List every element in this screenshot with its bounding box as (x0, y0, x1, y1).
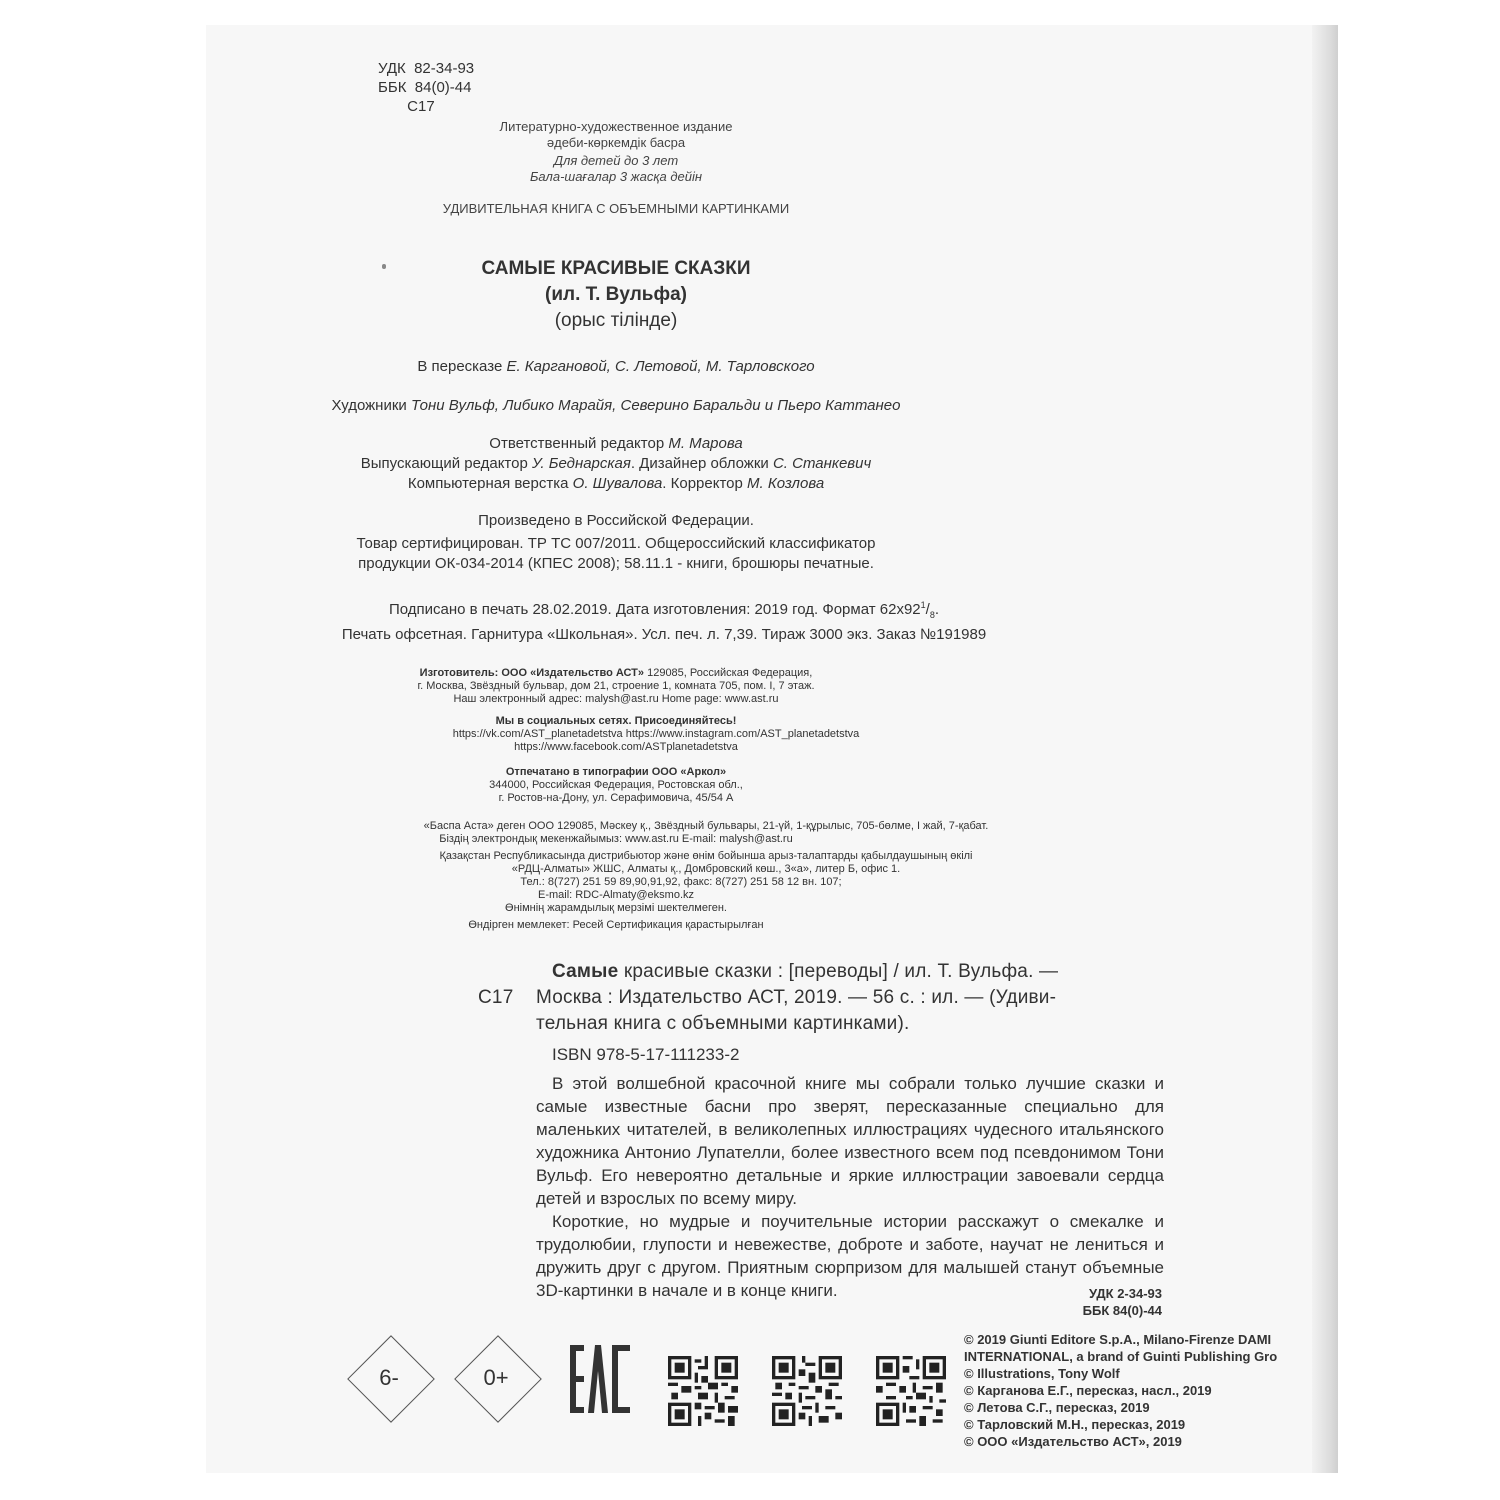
kazakh-line-4: «РДЦ-Алматы» ЖШС, Алматы қ., Домбровский көш., 3«а», литер Б, офис 1. (511, 863, 901, 875)
bbk-code: ББК 84(0)-44 (378, 79, 472, 96)
udk-top-block (378, 59, 474, 116)
qr-code-icon (668, 1356, 738, 1426)
certification-line-1: Товар сертифицирован. ТР ТС 007/2011. Общероссийский классификатор (356, 535, 876, 552)
layout-label: Компьютерная верстка (407, 475, 569, 492)
qr-code-icon (772, 1356, 842, 1426)
kazakh-line-2: Біздің электрондық мекенжайымыз: www.ast.ru E-mail: malysh@ast.ru (439, 833, 793, 845)
release-editor-line (206, 454, 1026, 474)
eac-mark-icon (568, 1343, 636, 1415)
retell-names: Е. Каргановой, С. Летовой, М. Тарловского (506, 358, 815, 375)
author-mark: С17 (378, 98, 435, 115)
editor-line (206, 434, 1026, 454)
page-edge-shadow (1312, 25, 1338, 1473)
qr-code-icon (876, 1356, 946, 1426)
annotation-p1: В этой волшебной красочной книге мы собрали только лучшие сказки и самые известные басни про зверят, пересказанные специально для маленьких читателей, в великолепных иллюстрациях чудесного итальянского художника Антонио Лупателли, более известного всем под псевдонимом Тони Вульф. Его невероятно детальные и яркие иллюстрации завоевали сердца детей и взрослых по всему миру. (536, 1074, 1164, 1208)
edition-type-ru: Литературно-художественное издание (499, 119, 733, 134)
signed-text: Подписано в печать 28.02.2019. Дата изготовления: 2019 год. Формат 62x92 (388, 601, 921, 618)
annotation-block (536, 1072, 1164, 1302)
maker-label: Изготовитель: ООО «Издательство АСТ» (419, 667, 645, 679)
kazakh-line-5: Тел.: 8(727) 251 59 89,90,91,92, факс: 8(727) 251 58 12 вн. 107; (520, 876, 842, 888)
udk-bottom-block (966, 1285, 1162, 1319)
printer-address-2: г. Ростов-на-Дону, ул. Серафимовича, 45/54 А (498, 792, 734, 804)
language-note: (орыс тілінде) (554, 310, 678, 331)
certification-line-2: продукции ОК-034-2014 (КПЕС 2008); 58.11.1 - книги, брошюры печатные. (358, 555, 874, 572)
udk-code: УДК 82-34-93 (378, 60, 475, 77)
book-title: САМЫЕ КРАСИВЫЕ СКАЗКИ (481, 258, 751, 279)
editors-block (206, 434, 1026, 494)
maker-line-1 (206, 667, 1026, 680)
format-sub: 8 (929, 610, 935, 620)
biblio-code: С17 (478, 987, 514, 1008)
title-block (206, 256, 1026, 334)
artists-line (206, 396, 1026, 416)
edition-type-block (206, 119, 1026, 185)
age-kz: Бала-шағалар 3 жасқа дейін (529, 169, 703, 184)
biblio-line-1 (536, 959, 1166, 985)
book-page (206, 25, 1338, 1473)
kazakh-block (206, 820, 1026, 932)
series-title: УДИВИТЕЛЬНАЯ КНИГА С ОБЪЕМНЫМИ КАРТИНКАМИ (442, 201, 790, 216)
editor-name: М. Марова (668, 435, 743, 452)
biblio-block (536, 959, 1166, 1037)
editor-label: Ответственный редактор (489, 435, 665, 452)
biblio-line-1-rest: красивые сказки : [переводы] / ил. Т. Вульфа. — (618, 961, 1059, 982)
social-links-1: https://vk.com/AST_planetadetstva https://www.instagram.com/AST_planetadetstva (452, 728, 860, 740)
copyright-line: © Летова С.Г., пересказ, 2019 (964, 1400, 1150, 1415)
certification-block (206, 534, 1026, 574)
age-rating-6: 6- (379, 1365, 399, 1390)
printer-address-1: 344000, Российская Федерация, Ростовская обл., (489, 779, 743, 791)
kazakh-line-6: E-mail: RDC-Almaty@eksmo.kz (537, 889, 694, 901)
cover-designer-label: . Дизайнер обложки (630, 455, 769, 472)
age-rating-0: 0+ (483, 1365, 509, 1390)
social-links-2: https://www.facebook.com/ASTplanetadetstva (514, 741, 738, 753)
artists-names: Тони Вульф, Либико Марайя, Северино Баральди и Пьеро Каттанео (410, 397, 901, 414)
proofreader-label: . Корректор (662, 475, 743, 492)
print-line: Печать офсетная. Гарнитура «Школьная». Усл. печ. л. 7,39. Тираж 3000 экз. Заказ №191989 (341, 626, 987, 643)
annotation-p2: Короткие, но мудрые и поучительные истории расскажут о смекалке и трудолюбии, глупости и невежестве, доброте и заботе, научат не лениться и дружить друг с другом. Приятным сюрпризом для малышей станут объемные 3D-картинки в начале и в конце книги. (536, 1212, 1164, 1300)
release-editor-name: У. Беднарская (531, 455, 631, 472)
biblio-line-3: тельная книга с объемными картинками). (536, 1013, 910, 1034)
copyright-line: © Тарловский М.Н., пересказ, 2019 (964, 1417, 1186, 1432)
layout-line (206, 474, 1026, 494)
printer-block (206, 766, 1026, 805)
isbn: ISBN 978-5-17-111233-2 (552, 1045, 740, 1064)
biblio-bold-word: Самые (552, 961, 619, 982)
maker-contacts: Наш электронный адрес: malysh@ast.ru Home page: www.ast.ru (453, 693, 779, 705)
proofreader-name: М. Козлова (747, 475, 825, 492)
printer-label: Отпечатано в типографии ООО «Аркол» (505, 766, 727, 778)
kazakh-line-8: Өндірген мемлекет: Ресей Сертификация қарастырылған (468, 919, 764, 931)
cover-designer-name: С. Станкевич (772, 455, 872, 472)
made-in: Произведено в Российской Федерации. (478, 512, 754, 529)
layout-name: О. Шувалова (572, 475, 663, 492)
maker-address-1: 129085, Российская Федерация, (644, 667, 813, 679)
copyright-line: INTERNATIONAL, a brand of Guinti Publishing Gro (964, 1349, 1278, 1364)
age-ru: Для детей до 3 лет (553, 153, 679, 168)
copyright-line: © Карганова Е.Г., пересказ, насл., 2019 (964, 1383, 1212, 1398)
biblio-line-2: Москва : Издательство АСТ, 2019. — 56 с. : ил. — (Удиви- (536, 987, 1057, 1008)
artists-label: Художники (331, 397, 407, 414)
print-info-block (206, 595, 1026, 645)
retell-line (206, 357, 1026, 377)
copyright-line: © ООО «Издательство АСТ», 2019 (964, 1434, 1182, 1449)
kazakh-line-3: Қазақстан Республикасында дистрибьютор және өнім бойынша арыз-талаптарды қабылдаушының өкілі (439, 850, 973, 862)
kazakh-line-1: «Баспа Аста» деген ООО 129085, Мәскеу қ., Звёздный бульвары, 21-үй, 1-құрылыс, 705-бөлме, I жай, 7-қабат. (423, 820, 989, 832)
illustrator-note: (ил. Т. Вульфа) (545, 284, 687, 305)
copyright-line: © 2019 Giunti Editore S.p.A., Milano-Firenze DAMI (964, 1332, 1272, 1347)
copyright-line: © Illustrations, Tony Wolf (964, 1366, 1120, 1381)
signed-line: Подписано в печать 28.02.2019. Дата изготовления: 2019 год. Формат $62x92^1/_8$. (388, 600, 940, 620)
copyright-block (964, 1331, 1277, 1450)
retell-label: В пересказе (417, 358, 503, 375)
maker-block (206, 667, 1026, 706)
release-editor-label: Выпускающий редактор (360, 455, 528, 472)
social-block (206, 715, 1026, 754)
udk-bottom: УДК 2-34-93 (1088, 1286, 1162, 1301)
social-label: Мы в социальных сетях. Присоединяйтесь! (495, 715, 737, 727)
edition-type-kz: әдеби-көркемдік басpa (546, 135, 686, 150)
format-sup: 1 (920, 600, 926, 610)
maker-address-2: г. Москва, Звёздный бульвар, дом 21, строение 1, комната 705, пом. I, 7 этаж. (417, 680, 815, 692)
kazakh-line-7: Өнімнің жарамдылық мерзімі шектелмеген. (505, 902, 727, 914)
bbk-bottom: ББК 84(0)-44 (1082, 1303, 1162, 1318)
